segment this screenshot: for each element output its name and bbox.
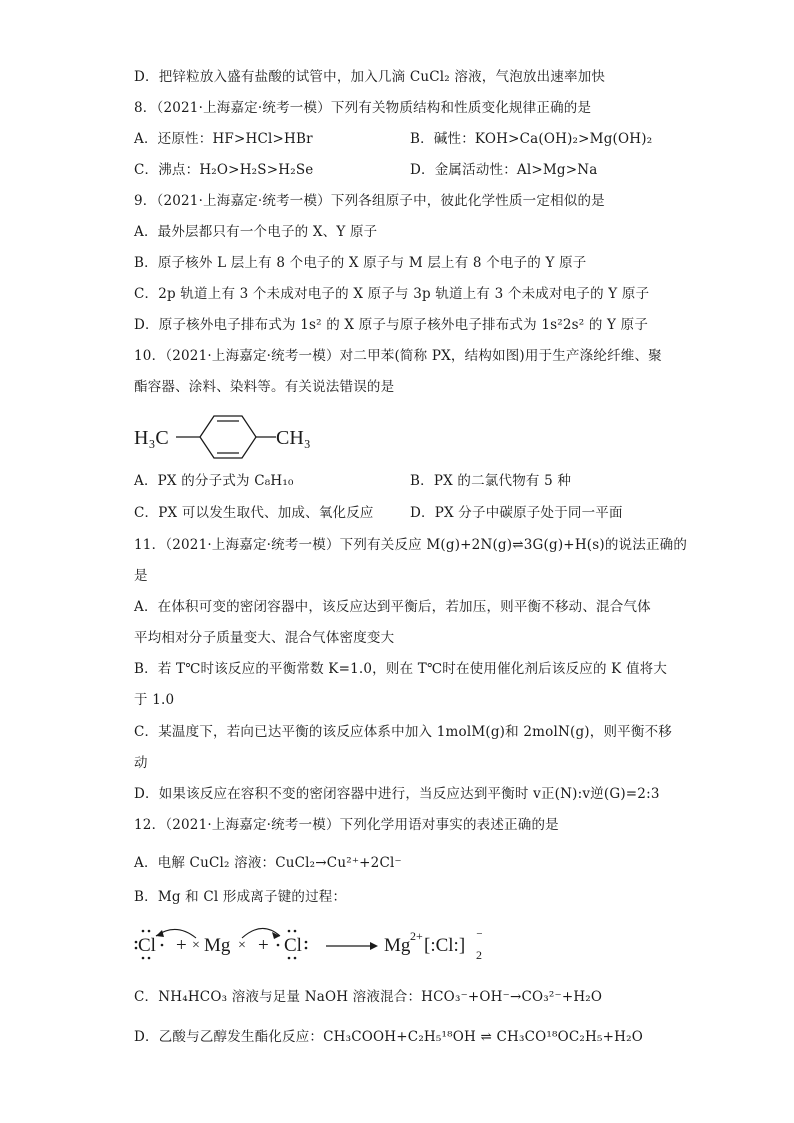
q11-option-c-2: 动 xyxy=(134,755,148,771)
electron-cross-left: × xyxy=(192,938,200,953)
q10-option-d: D．PX 分子中碳原子处于同一平面 xyxy=(410,505,623,521)
q7-option-d: D．把锌粒放入盛有盐酸的试管中，加入几滴 CuCl₂ 溶液，气泡放出速率加快 xyxy=(134,69,606,85)
mg-symbol: Mg xyxy=(204,935,231,956)
q8-stem: 8．（2021·上海嘉定·统考一模）下列有关物质结构和性质变化规律正确的是 xyxy=(134,100,592,116)
q10-stem-2: 酯容器、涂料、染料等。有关说法错误的是 xyxy=(134,379,395,395)
q11-stem-2: 是 xyxy=(134,568,148,584)
q11-option-a-2: 平均相对分子质量变大、混合气体密度变大 xyxy=(134,630,395,646)
right-methyl-label: CH₃ xyxy=(276,427,311,449)
mgcl2-formation-diagram xyxy=(134,918,494,968)
product-mg-charge: 2+ xyxy=(410,929,423,943)
q9-option-d: D．原子核外电子排布式为 1s² 的 X 原子与原子核外电子排布式为 1s²2s² 的 Y 原子 xyxy=(134,317,649,333)
q10-stem-1: 10．（2021·上海嘉定·统考一模）对二甲苯(简称 PX，结构如图)用于生产涤纶纤维、聚 xyxy=(134,348,662,364)
q11-option-a-1: A．在体积可变的密闭容器中，该反应达到平衡后，若加压，则平衡不移动、混合气体 xyxy=(134,599,651,615)
q11-option-d: D．如果该反应在容积不变的密闭容器中进行，当反应达到平衡时 v正(N):v逆(G)=2:3 xyxy=(134,786,660,802)
q12-option-b: B．Mg 和 Cl 形成离子键的过程： xyxy=(134,889,347,905)
q8-option-a: A．还原性：HF>HCl>HBr xyxy=(134,131,313,147)
product-cl-bracket: [:Cl:] xyxy=(424,935,466,956)
product-mg: Mg xyxy=(384,935,411,956)
q8-option-c: C．沸点：H₂O>H₂S>H₂Se xyxy=(134,162,314,178)
q11-option-b-2: 于 1.0 xyxy=(134,692,175,708)
para-xylene-structure xyxy=(134,412,334,462)
q10-option-a: A．PX 的分子式为 C₈H₁₀ xyxy=(134,473,294,489)
cl-right-symbol: Cl xyxy=(284,935,302,956)
q12-stem: 12．（2021·上海嘉定·统考一模）下列化学用语对事实的表述正确的是 xyxy=(134,817,559,833)
plus-sign-2: + xyxy=(258,935,269,956)
product-cl-subscript: 2 xyxy=(476,948,482,962)
q8-option-b: B．碱性：KOH>Ca(OH)₂>Mg(OH)₂ xyxy=(410,131,653,147)
q9-stem: 9．（2021·上海嘉定·统考一模）下列各组原子中，彼此化学性质一定相似的是 xyxy=(134,193,605,209)
q12-option-a: A．电解 CuCl₂ 溶液：CuCl₂→Cu²⁺+2Cl⁻ xyxy=(134,855,402,871)
q10-option-b: B．PX 的二氯代物有 5 种 xyxy=(410,473,572,489)
q9-option-a: A．最外层都只有一个电子的 X、Y 原子 xyxy=(134,224,378,240)
q9-option-b: B．原子核外 L 层上有 8 个电子的 X 原子与 M 层上有 8 个电子的 Y 原子 xyxy=(134,255,587,271)
q9-option-c: C．2p 轨道上有 3 个未成对电子的 X 原子与 3p 轨道上有 3 个未成对电子的 Y 原子 xyxy=(134,286,650,302)
q11-option-c-1: C．某温度下，若向已达平衡的该反应体系中加入 1molM(g)和 2molN(g)，则平衡不移 xyxy=(134,724,672,740)
cl-left-symbol: Cl xyxy=(138,935,156,956)
q11-stem-1: 11．（2021·上海嘉定·统考一模）下列有关反应 M(g)+2N(g)⇌3G(g)+H(s)的说法正确的 xyxy=(134,537,688,553)
q12-option-d: D．乙酸与乙醇发生酯化反应：CH₃COOH+C₂H₅¹⁸OH ⇌ CH₃CO¹⁸OC₂H₅+H₂O xyxy=(134,1029,643,1045)
q8-option-d: D．金属活动性：Al>Mg>Na xyxy=(410,162,598,178)
q12-option-c: C．NH₄HCO₃ 溶液与足量 NaOH 溶液混合：HCO₃⁻+OH⁻→CO₃²⁻+H₂O xyxy=(134,989,603,1005)
product-cl-charge: ⁻ xyxy=(476,928,483,943)
q11-option-b-1: B．若 T℃时该反应的平衡常数 K=1.0，则在 T℃时在使用催化剂后该反应的 K 值将大 xyxy=(134,661,668,677)
electron-cross-right: × xyxy=(238,938,246,953)
plus-sign-1: + xyxy=(176,935,187,956)
left-methyl-label: H₃C xyxy=(134,427,169,449)
q10-option-c: C．PX 可以发生取代、加成、氧化反应 xyxy=(134,505,374,521)
